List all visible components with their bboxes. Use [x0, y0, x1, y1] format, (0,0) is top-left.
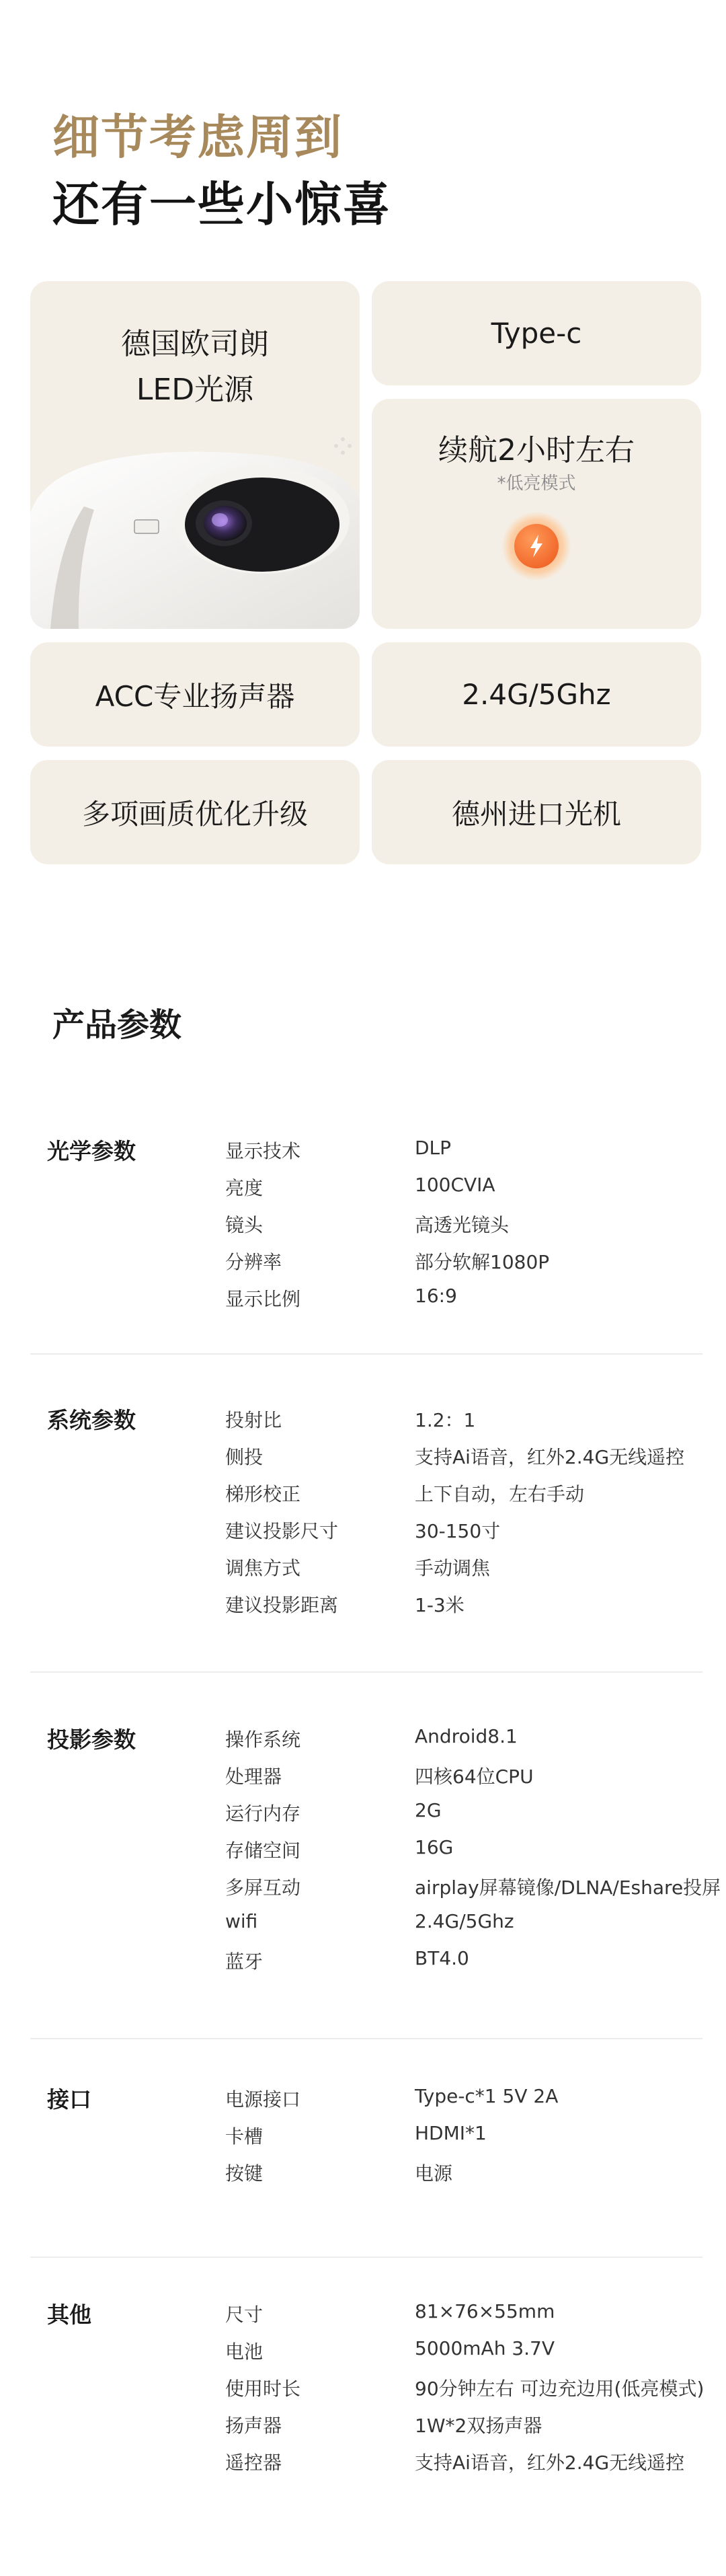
feature-led-line2: LED光源 — [136, 373, 254, 407]
spec-row — [0, 1873, 726, 1910]
spec-row — [0, 1285, 726, 1322]
spec-key: 运行内存 — [225, 1803, 301, 1825]
spec-key: 存储空间 — [225, 1840, 301, 1862]
spec-row — [0, 2448, 726, 2485]
spec-key: 调焦方式 — [225, 1557, 301, 1579]
spec-key: 扬声器 — [225, 2415, 282, 2437]
spec-key: 处理器 — [225, 1766, 282, 1788]
feature-wifi-label: 2.4G/5Ghz — [462, 678, 611, 711]
spec-group-name: 投影参数 — [47, 1727, 136, 1753]
spec-value: 1-3米 — [415, 1594, 465, 1616]
spec-key: 建议投影尺寸 — [225, 1520, 339, 1542]
spec-row — [0, 1725, 726, 1762]
spec-value: 部分软解1080P — [415, 1251, 550, 1273]
spec-value: 5000mAh 3.7V — [415, 2337, 555, 2359]
spec-row — [0, 2122, 726, 2159]
spec-value: Android8.1 — [415, 1725, 518, 1747]
spec-key: 卡槽 — [225, 2125, 264, 2148]
spec-row — [0, 1910, 726, 1947]
spec-value: 电源 — [415, 2162, 453, 2185]
headline-line2: 还有一些小惊喜 — [52, 177, 391, 232]
spec-value: Type-c*1 5V 2A — [415, 2085, 559, 2107]
spec-key: 使用时长 — [225, 2378, 301, 2400]
feature-card-wifi — [372, 642, 701, 747]
projector-image — [30, 426, 360, 629]
section-divider — [30, 2038, 702, 2039]
spec-key: 电池 — [225, 2341, 264, 2363]
section-divider — [30, 1353, 702, 1355]
feature-speaker-label: ACC专业扬声器 — [95, 679, 295, 713]
spec-value: BT4.0 — [415, 1947, 469, 1969]
spec-key: 梯形校正 — [225, 1483, 301, 1505]
feature-optics-label: 德州进口光机 — [451, 797, 621, 831]
spec-key: 投射比 — [225, 1409, 282, 1431]
feature-card-typec — [372, 281, 701, 385]
spec-row — [0, 2085, 726, 2122]
spec-row — [0, 2411, 726, 2448]
spec-row — [0, 1480, 726, 1517]
spec-row — [0, 2337, 726, 2374]
feature-typec-label: Type-c — [491, 317, 582, 350]
spec-row — [0, 1211, 726, 1248]
spec-key: 电源接口 — [225, 2088, 301, 2111]
spec-row — [0, 2300, 726, 2337]
spec-key: 显示比例 — [225, 1288, 301, 1310]
section-divider — [30, 2257, 702, 2258]
feature-battery-label: 续航2小时左右 — [438, 433, 635, 467]
spec-key: 分辨率 — [225, 1251, 282, 1273]
spec-value: 支持Ai语音，红外2.4G无线遥控 — [415, 1446, 685, 1468]
spec-row — [0, 1762, 726, 1799]
spec-row — [0, 1174, 726, 1211]
spec-key: 按键 — [225, 2162, 264, 2185]
spec-row — [0, 1554, 726, 1591]
section-divider — [30, 1671, 702, 1673]
spec-key: 多屏互动 — [225, 1877, 301, 1899]
feature-led-label — [30, 321, 360, 413]
spec-value: 高透光镜头 — [415, 1214, 510, 1236]
spec-row — [0, 1406, 726, 1443]
spec-value: 1.2：1 — [415, 1409, 476, 1431]
feature-card-optics — [372, 760, 701, 864]
spec-key: 蓝牙 — [225, 1950, 264, 1973]
spec-value: 16G — [415, 1836, 454, 1858]
feature-card-speaker — [30, 642, 360, 747]
feature-battery-note: *低亮模式 — [497, 473, 576, 494]
spec-row — [0, 1443, 726, 1480]
feature-card-battery — [372, 399, 701, 629]
spec-group-name: 系统参数 — [47, 1407, 136, 1433]
headline-line1: 细节考虑周到 — [52, 110, 343, 165]
spec-row — [0, 2374, 726, 2411]
spec-row — [0, 1248, 726, 1285]
spec-row — [0, 1517, 726, 1554]
spec-value: HDMI*1 — [415, 2122, 487, 2144]
spec-key: 建议投影距离 — [225, 1594, 339, 1616]
spec-value: DLP — [415, 1137, 452, 1159]
spec-key: 亮度 — [225, 1177, 264, 1199]
spec-value: 100CVIA — [415, 1174, 495, 1196]
spec-row — [0, 1836, 726, 1873]
spec-value: 16:9 — [415, 1285, 457, 1307]
spec-row — [0, 1799, 726, 1836]
feature-card-led — [30, 281, 360, 629]
spec-key: 尺寸 — [225, 2304, 264, 2326]
spec-value: 支持Ai语音，红外2.4G无线遥控 — [415, 2452, 685, 2474]
spec-row — [0, 2159, 726, 2196]
feature-led-line1: 德国欧司朗 — [121, 327, 269, 361]
spec-key: 镜头 — [225, 1214, 264, 1236]
lightning-icon — [502, 512, 571, 580]
spec-value: 上下自动，左右手动 — [415, 1483, 585, 1505]
spec-value: airplay屏幕镜像/DLNA/Eshare投屏 — [415, 1877, 721, 1899]
spec-key: 侧投 — [225, 1446, 264, 1468]
spec-value: 2.4G/5Ghz — [415, 1910, 514, 1932]
params-title: 产品参数 — [52, 1006, 182, 1044]
spec-key: wifi — [225, 1910, 258, 1932]
spec-value: 81×76×55mm — [415, 2300, 555, 2322]
spec-value: 四核64位CPU — [415, 1766, 534, 1788]
spec-value: 1W*2双扬声器 — [415, 2415, 542, 2437]
spec-group-name: 其他 — [47, 2302, 91, 2328]
spec-value: 手动调焦 — [415, 1557, 491, 1579]
feature-quality-label: 多项画质优化升级 — [81, 797, 308, 831]
spec-key: 遥控器 — [225, 2452, 282, 2474]
spec-value: 30-150寸 — [415, 1520, 501, 1542]
spec-row — [0, 1947, 726, 1984]
spec-value: 2G — [415, 1799, 442, 1821]
spec-key: 操作系统 — [225, 1729, 301, 1751]
spec-group-name: 接口 — [47, 2086, 91, 2113]
spec-row — [0, 1591, 726, 1628]
spec-row — [0, 1137, 726, 1174]
spec-group-name: 光学参数 — [47, 1138, 136, 1164]
spec-key: 显示技术 — [225, 1140, 301, 1162]
spec-value: 90分钟左右 可边充边用(低亮模式) — [415, 2378, 704, 2400]
feature-card-quality — [30, 760, 360, 864]
